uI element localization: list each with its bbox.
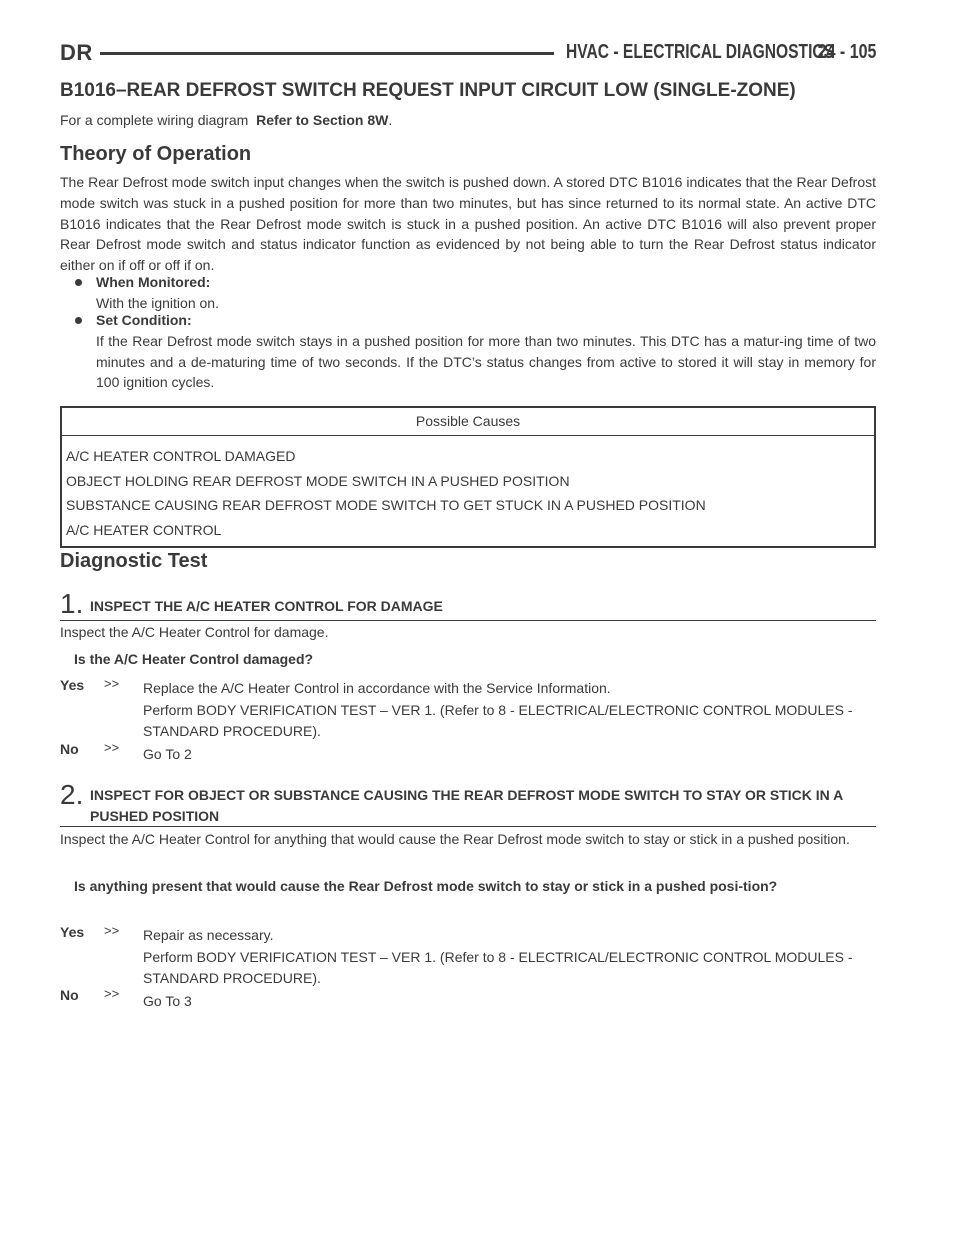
step-number: 1. [60,588,84,619]
step-1-question: Is the A/C Heater Control damaged? [74,651,314,667]
cause-row: SUBSTANCE CAUSING REAR DEFROST MODE SWITCH TO GET STUCK IN A PUSHED POSITION [66,497,706,514]
answer-arrow: >> [104,676,120,691]
no-label: No [60,987,79,1003]
bullet-body: With the ignition on. [96,294,219,311]
step-1-header [60,588,876,621]
step-2-no-action: Go To 3 [143,993,192,1009]
possible-causes-table [60,406,876,548]
step-2-body: Inspect the A/C Heater Control for anything that would cause the Rear Defrost mode switch to stay or stick in a pushed position. [60,831,850,847]
causes-header: Possible Causes [61,407,875,436]
bullet-dot [75,279,82,286]
step-2-question: Is anything present that would cause the Rear Defrost mode switch to stay or stick in a pushed posi-tion? [74,878,778,894]
yes-label: Yes [60,924,85,940]
wiring-reference [60,112,392,128]
step-title: INSPECT THE A/C HEATER CONTROL FOR DAMAGE [90,598,443,614]
section-title: HVAC - ELECTRICAL DIAGNOSTICS [566,41,835,63]
answer-arrow: >> [104,740,120,755]
step-2-yes-action: Repair as necessary. [143,927,274,943]
step-number: 2. [60,779,84,810]
step-1-yes-verify: Perform BODY VERIFICATION TEST – VER 1. (Refer to 8 - ELECTRICAL/ELECTRONIC CONTROL MODULES - STANDARD PROCEDURE). [143,702,853,739]
bullet-when-monitored [80,272,876,314]
answer-arrow: >> [104,986,120,1001]
step-title: INSPECT FOR OBJECT OR SUBSTANCE CAUSING THE REAR DEFROST MODE SWITCH TO STAY OR STICK IN A PUSHED POSITION [90,787,843,824]
theory-body: The Rear Defrost mode switch input changes when the switch is pushed down. A stored DTC B1016 indicates that the Rear Defrost mode switch was stuck in a pushed position for more than two minutes, but has since returned to its normal state. An active DTC B1016 indicates that the Rear Defrost mode switch is stuck in a pushed position. An active DTC B1016 will also prevent proper Rear Defrost mode switch and status indicator function as evidenced by not being able to turn the Rear Defrost status indicator either on if off or off if on. [60,174,876,274]
step-2-header [60,777,876,827]
page-number: 24 - 105 [817,41,876,63]
step-1-no-action: Go To 2 [143,746,192,762]
cause-row: A/C HEATER CONTROL [66,521,222,538]
bullet-set-condition [80,310,876,393]
wiring-suffix: . [388,112,393,128]
theory-heading: Theory of Operation [60,143,252,165]
bullet-title: Set Condition: [96,312,192,328]
step-1-body: Inspect the A/C Heater Control for damage. [60,624,329,640]
cause-row: OBJECT HOLDING REAR DEFROST MODE SWITCH IN A PUSHED POSITION [66,472,570,489]
wiring-prefix: For a complete wiring diagram [60,112,249,128]
yes-label: Yes [60,677,85,693]
step-1-yes-action: Replace the A/C Heater Control in accordance with the Service Information. [143,680,611,696]
answer-arrow: >> [104,923,120,938]
cause-row: A/C HEATER CONTROL DAMAGED [66,448,296,465]
bullet-body: If the Rear Defrost mode switch stays in a pushed position for more than two minutes. This DTC has a matur-ing time of two minutes and a de-maturing time of two seconds. If the DTC’s status changes from active to stored it will stay in memory for 100 ignition cycles. [96,332,876,391]
wiring-link[interactable]: Refer to Section 8W [256,112,389,128]
bullet-dot [75,317,82,324]
bullet-title: When Monitored: [96,274,211,290]
step-2-yes-verify: Perform BODY VERIFICATION TEST – VER 1. (Refer to 8 - ELECTRICAL/ELECTRONIC CONTROL MODULES - STANDARD PROCEDURE). [143,949,853,986]
header-rule [100,52,554,55]
diagnostic-heading: Diagnostic Test [60,550,208,572]
model-code: DR [60,40,93,65]
dtc-title: B1016–REAR DEFROST SWITCH REQUEST INPUT CIRCUIT LOW (SINGLE-ZONE) [60,80,796,101]
no-label: No [60,741,79,757]
page-header [60,38,876,68]
